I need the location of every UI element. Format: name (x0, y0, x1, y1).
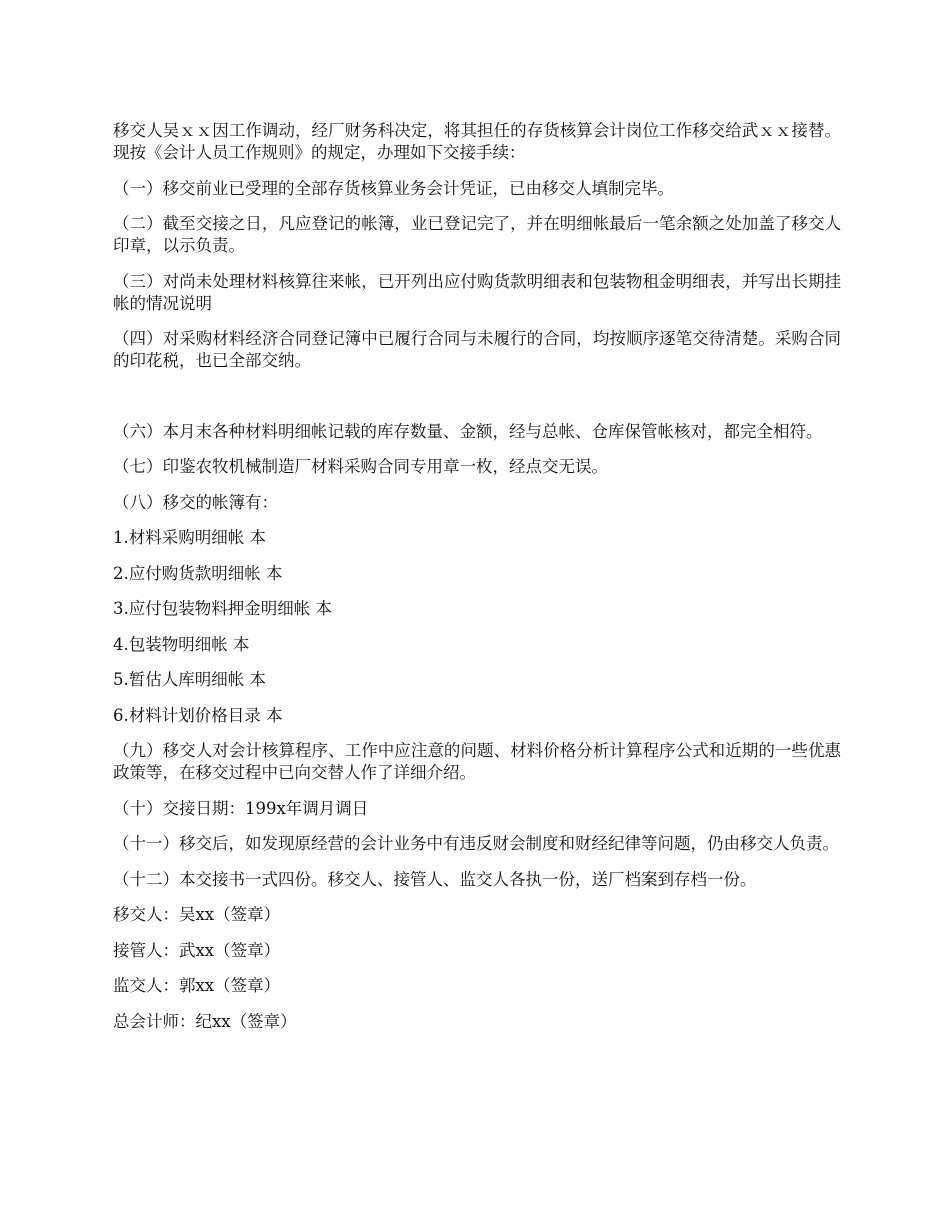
signature-line: 移交人：吴xx（签章） (113, 905, 281, 924)
item-4-paragraph: （四）对采购材料经济合同登记簿中已履行合同与未履行的合同，均按顺序逐笔交待清楚。采购合同的印花税，也已全部交纳。 (113, 329, 841, 370)
item-11-paragraph: （十一）移交后，如发现原经营的会计业务中有违反财会制度和财经纪律等问题，仍由移交人负责。 (113, 834, 839, 853)
signature-line: 总会计师：纪xx（签章） (113, 1011, 297, 1031)
signature-line: 监交人：郭xx（签章） (113, 976, 281, 995)
ledger-list-item: 5.暂估人库明细帐 本 (113, 670, 266, 689)
blank-gap (113, 386, 841, 421)
ledger-list-item: 3.应付包装物料押金明细帐 本 (113, 599, 332, 618)
ledger-list-item: 4.包装物明细帐 本 (113, 634, 250, 654)
intro-paragraph: 移交人吴ｘｘ因工作调动，经厂财务科决定，将其担任的存货核算会计岗位工作移交给武ｘｘ接替。现按《会计人员工作规则》的规定，办理如下交接手续： (113, 121, 841, 162)
ledger-list-item: 6.材料计划价格目录 本 (113, 705, 283, 725)
item-1-paragraph: （一）移交前业已受理的全部存货核算业务会计凭证，已由移交人填制完毕。 (113, 178, 674, 198)
item-3-paragraph: （三）对尚未处理材料核算往来帐，已开列出应付购货款明细表和包装物租金明细表，并写出长期挂帐的情况说明 (113, 271, 841, 313)
item-9-paragraph: （九）移交人对会计核算程序、工作中应注意的问题、材料价格分析计算程序公式和近期的一些优惠政策等，在移交过程中已向交替人作了详细介绍。 (113, 741, 841, 782)
document-body (113, 120, 841, 1046)
item-7-paragraph: （七）印鉴农牧机械制造厂材料采购合同专用章一枚，经点交无误。 (113, 457, 608, 476)
ledger-list-item: 2.应付购货款明细帐 本 (113, 563, 283, 583)
item-6-paragraph: （六）本月末各种材料明细帐记载的库存数量、金额，经与总帐、仓库保管帐核对，都完全相符。 (113, 421, 823, 441)
item-2-paragraph: （二）截至交接之日，凡应登记的帐簿，业已登记完了，并在明细帐最后一笔余额之处加盖了移交人印章，以示负责。 (113, 214, 841, 255)
signature-line: 接管人：武xx（签章） (113, 940, 281, 960)
item-8-paragraph: （八）移交的帐簿有： (113, 492, 278, 512)
ledger-list-item: 1.材料采购明细帐 本 (113, 528, 266, 547)
item-10-paragraph: （十）交接日期：199x年调月调日 (113, 798, 369, 818)
item-12-paragraph: （十二）本交接书一式四份。移交人、接管人、监交人各执一份，送厂档案到存档一份。 (113, 869, 757, 889)
